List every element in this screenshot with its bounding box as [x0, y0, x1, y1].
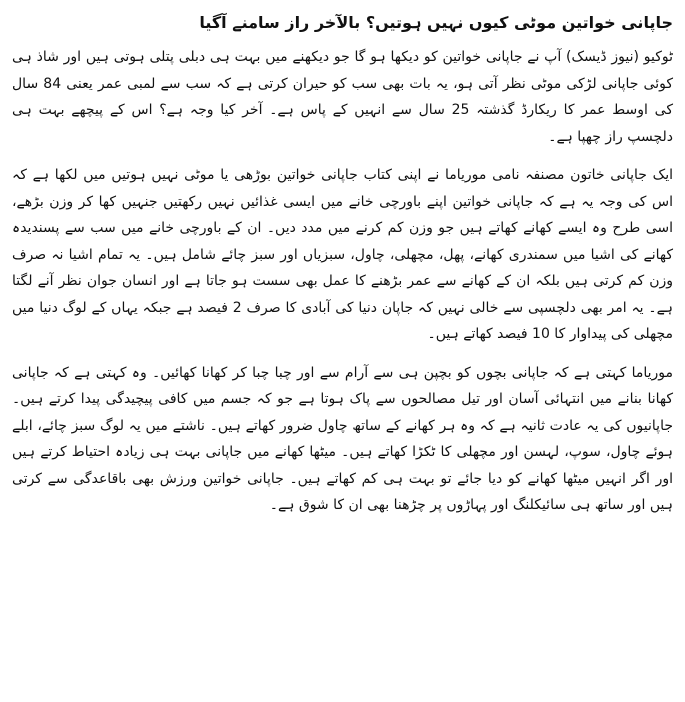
article-paragraph-habits: موریاما کہتی ہے کہ جاپانی بچوں کو بچپن ہی سے آرام سے اور چبا چبا کر کھانا کھائیں۔ وہ کہتی ہے کہ جاپانی کھانا بنانے میں انتہائی آسان اور تیل مصالحوں سے پاک ہوتا ہے جو کہ جسم میں کافی پیچیدگی پیدا کرتے ہیں۔ جاپانیوں کی یہ عادت ثانیہ ہے کہ وہ ہر کھانے کے ساتھ چاول ضرور کھاتے ہیں۔ ناشتے میں یہ لوگ سبز چائے، ابلے ہوئے چاول، سوپ، لہسن اور مچھلی کا ٹکڑا کھاتے ہیں۔ میٹھا کھانے میں جاپانی بہت ہی زیادہ احتیاط کرتے ہیں اور اگر انہیں میٹھا کھانے کو دیا جائے تو بہت ہی کم کھاتے ہیں۔ جاپانی خواتین ورزش بھی باقاعدگی سے کرتی ہیں اور ساتھ ہی سائیکلنگ اور پہاڑوں پر چڑھنا بھی ان کا شوق ہے۔	[12, 364, 673, 513]
article-headline: جاپانی خواتین موٹی کیوں نہیں ہوتیں؟ بالآخر راز سامنے آگیا	[199, 13, 673, 32]
article-paragraph-intro: ٹوکیو (نیوز ڈیسک) آپ نے جاپانی خواتین کو دیکھا ہو گا جو دیکھنے میں بہت ہی دبلی پتلی ہوتی ہیں اور شاذ ہی کوئی جاپانی لڑکی موٹی نظر آتی ہو، یہ بات بھی سب کو حیران کرتی ہے کہ سب سے لمبی عمر یعنی 84 سال کی اوسط عمر کا ریکارڈ گذشتہ 25 سال سے انہیں کے پاس ہے۔ آخر کیا وجہ ہے؟ اس کے پیچھے بہت ہی دلچسپ راز چھپا ہے۔	[12, 49, 674, 145]
article-paragraph-book: ایک جاپانی خاتون مصنفہ نامی موریاما نے اپنی کتاب جاپانی خواتین بوڑھی یا موٹی نہیں ہوتیں میں لکھا ہے کہ اس کی وجہ یہ ہے کہ جاپانی خواتین اپنے باورچی خانے میں ایسی غذائیں نہیں رکھتیں جنہیں کھا کر وزن بڑھے، اسی طرح وہ ایسے کھانے کھاتے ہیں جو وزن کم کرنے میں مدد دیں۔ ان کے باورچی خانے میں سب سے پسندیدہ کھانے کی اشیا میں سمندری کھانے، پھل، مچھلی، چاول، سبزیاں اور سبز چائے شامل ہیں۔ یہ تمام اشیا نہ صرف وزن کم کرتی ہیں بلکہ ان کے کھانے سے عمر بڑھنے کا عمل بھی سست ہو جاتا ہے اور انسان جوان نظر آنے لگتا ہے۔ یہ امر بھی دلچسپی سے خالی نہیں کہ جاپان دنیا کی آبادی کا صرف 2 فیصد ہے جبکہ یہاں کے لوگ دنیا میں مچھلی کی پیداوار کا 10 فیصد کھاتے ہیں۔	[12, 167, 673, 342]
